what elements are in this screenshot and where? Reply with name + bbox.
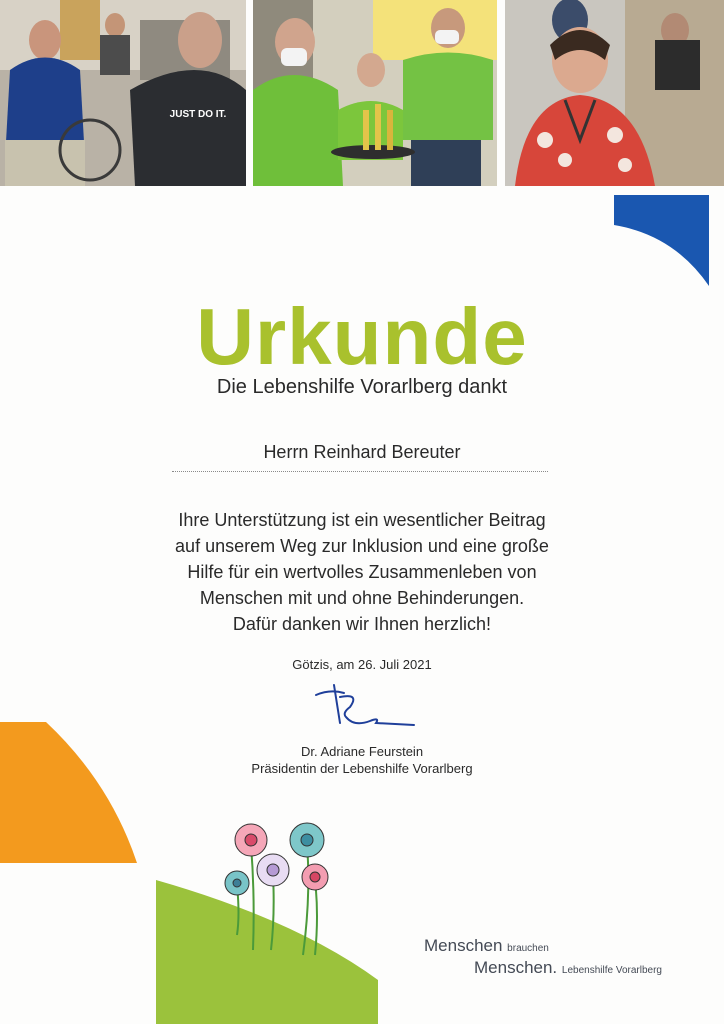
place-date: Götzis, am 26. Juli 2021 — [292, 657, 432, 672]
recipient-underline — [172, 471, 548, 472]
logo-organization-name: Lebenshilfe Vorarlberg — [561, 965, 662, 976]
body-line: Menschen mit und ohne Behinderungen. — [199, 588, 525, 608]
flower-teal-1 — [290, 823, 324, 857]
certificate-body — [0, 507, 724, 637]
body-line: Dafür danken wir Ihnen herzlich! — [232, 614, 492, 634]
handwritten-signature — [310, 683, 420, 733]
flower-pink-1 — [235, 824, 267, 856]
certificate-subtitle: Die Lebenshilfe Vorarlberg dankt — [216, 376, 508, 398]
body-line: Ihre Unterstützung ist ein wesentlicher Beitrag — [178, 510, 546, 530]
photo-people-serving-drinks — [253, 0, 497, 186]
certificate-title: Urkunde — [196, 292, 528, 381]
flower-teal-2 — [225, 871, 249, 895]
signer-name: Dr. Adriane Feurstein — [300, 744, 424, 759]
flowers-drawing — [215, 815, 345, 965]
body-line: Hilfe für ein wertvolles Zusammenleben von — [187, 562, 537, 582]
signer-block — [0, 743, 724, 777]
photo-people-wheelchair — [0, 0, 246, 186]
body-line: auf unserem Weg zur Inklusion und eine große — [175, 536, 549, 556]
photo-strip — [0, 0, 724, 186]
logo-word-brauchen: brauchen — [507, 943, 549, 954]
logo-word-menschen: Menschen — [424, 936, 503, 955]
blue-corner-shape — [614, 195, 710, 287]
organization-logo — [424, 936, 662, 978]
tshirt-text: JUST DO IT. — [169, 109, 227, 120]
logo-word-menschen-2: Menschen. — [474, 958, 558, 977]
signer-title: Präsidentin der Lebenshilfe Vorarlberg — [251, 761, 473, 776]
photo-woman-smiling — [505, 0, 724, 186]
flower-pink-2 — [302, 864, 328, 890]
recipient-name: Herrn Reinhard Bereuter — [263, 442, 461, 462]
flower-lilac — [257, 854, 289, 886]
